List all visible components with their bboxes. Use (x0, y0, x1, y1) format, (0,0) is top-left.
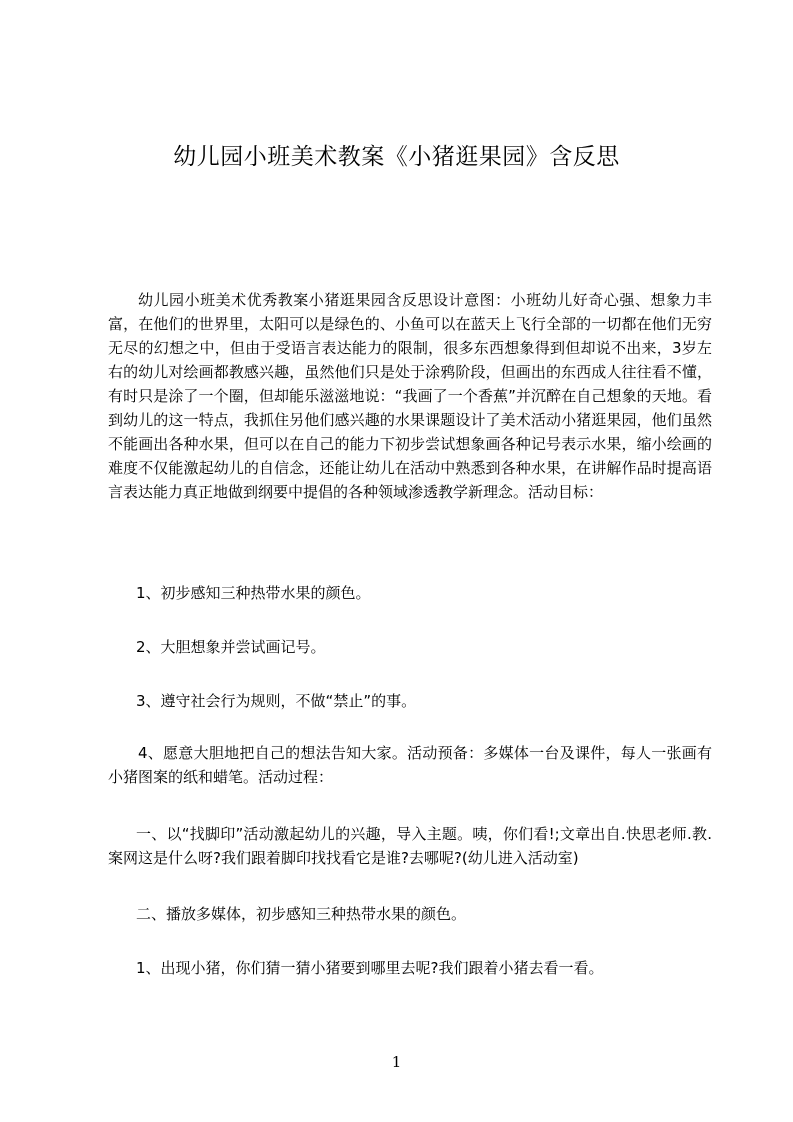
page-title: 幼儿园小班美术教案《小猪逛果园》含反思 (173, 144, 620, 170)
goal-item-3: 3、遵守社会行为规则，不做“禁止”的事。 (136, 692, 417, 710)
page-number: 1 (391, 1053, 402, 1071)
intro-paragraph: 幼儿园小班美术优秀教案小猪逛果园含反思设计意图：小班幼儿好奇心强、想象力丰富，在他们的世界里，太阳可以是绿色的、小鱼可以在蓝天上飞行全部的一切都在他们无穷无尽的幻想之中，但由于受语言表达能力的限制，很多东西想象得到但却说不出来，3岁左右的幼儿对绘画都教感兴趣，虽然他们只是处于涂鸦阶段，但画出的东西成人往往看不懂，有时只是涂了一个圈，但却能乐滋滋地说：“我画了一个香蕉”并沉醉在自己想象的天地。看到幼儿的这一特点，我抓住另他们感兴趣的水果课题设计了美术活动小猪逛果园，他们虽然不能画出各种水果，但可以在自己的能力下初步尝试想象画各种记号表示水果，缩小绘画的难度不仅能激起幼儿的自信念，还能让幼儿在活动中熟悉到各种水果，在讲解作品时提高语言表达能力真正地做到纲要中提倡的各种领域渗透教学新理念。活动目标： (108, 291, 712, 501)
process-step-2-1: 1、出现小猪，你们猜一猜小猪要到哪里去呢?我们跟着小猪去看一看。 (136, 959, 604, 977)
goal-item-1: 1、初步感知三种热带水果的颜色。 (136, 584, 371, 602)
goal-item-4: 4、愿意大胆地把自己的想法告知大家。活动预备：多媒体一台及课件，每人一张画有小猪图案的纸和蜡笔。活动过程： (108, 744, 712, 786)
process-step-2: 二、播放多媒体，初步感知三种热带水果的颜色。 (136, 905, 467, 923)
process-step-1: 一、以“找脚印”活动激起幼儿的兴趣，导入主题。咦，你们看!;文章出自.快思老师.教.案网这是什么呀?我们跟着脚印找找看它是谁?去哪呢?(幼儿进入活动室) (108, 825, 712, 867)
goal-item-2: 2、大胆想象并尝试画记号。 (136, 638, 326, 656)
